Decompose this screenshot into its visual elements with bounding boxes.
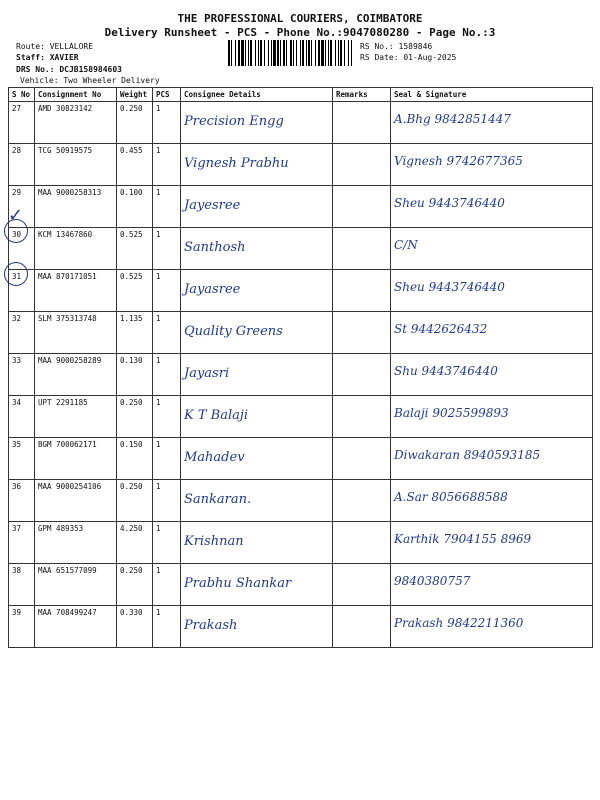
cell-weight-text: 0.150: [120, 440, 143, 449]
cell-sno-text: 33: [12, 356, 22, 365]
cell-consignment-text: MAA 9000258289: [38, 356, 102, 365]
cell-pcs: [153, 270, 181, 312]
cell-signature: [391, 354, 593, 396]
cell-pcs-text: 1: [156, 314, 161, 323]
cell-pcs: [153, 144, 181, 186]
cell-signature: [391, 396, 593, 438]
cell-pcs: [153, 312, 181, 354]
cell-weight: [117, 228, 153, 270]
cell-weight: [117, 396, 153, 438]
cell-pcs: [153, 354, 181, 396]
cell-consignment-text: MAA 9000258313: [38, 188, 102, 197]
barcode-bar: [335, 40, 336, 66]
cell-consignment: [35, 270, 117, 312]
cell-consignment: [35, 438, 117, 480]
cell-consignment: [35, 186, 117, 228]
cell-signature-text: Karthik 7904155 8969: [394, 532, 532, 546]
table-row: [9, 438, 593, 480]
barcode-bar: [268, 40, 269, 66]
barcode-bar: [340, 40, 342, 66]
barcode-bar: [296, 40, 297, 66]
cell-consignment-text: BGM 700062171: [38, 440, 97, 449]
cell-sno: [9, 396, 35, 438]
runsheet-subtitle: Delivery Runsheet - PCS - Phone No.:9047080280 - Page No.:3: [104, 26, 496, 39]
company-title: THE PROFESSIONAL COURIERS, COIMBATORE: [177, 12, 423, 25]
barcode-bar: [280, 40, 281, 66]
barcode-bar: [348, 40, 349, 66]
barcode-bar: [318, 40, 320, 66]
vehicle-label: Vehicle: Two Wheeler Delivery: [20, 76, 160, 85]
barcode-bar: [338, 40, 339, 66]
cell-weight-text: 1.135: [120, 314, 143, 323]
cell-consignment-text: UPT 2291185: [38, 398, 88, 407]
barcode-bar: [258, 40, 259, 66]
cell-consignee-text: Precision Engg: [184, 114, 284, 129]
col-consignee: Consignee Details: [181, 88, 333, 102]
cell-pcs: [153, 522, 181, 564]
cell-pcs-text: 1: [156, 104, 161, 113]
col-sno: S No: [9, 88, 35, 102]
cell-signature: [391, 438, 593, 480]
cell-consignee-text: Jayasri: [184, 366, 230, 381]
cell-signature: [391, 270, 593, 312]
cell-signature-text: 9840380757: [394, 574, 471, 588]
barcode-bar: [238, 40, 240, 66]
cell-pcs: [153, 186, 181, 228]
cell-consignment-text: MAA 870171051: [38, 272, 97, 281]
cell-consignee: [181, 396, 333, 438]
cell-pcs: [153, 480, 181, 522]
tick-mark-icon: ✓: [8, 205, 24, 226]
cell-sno: [9, 354, 35, 396]
cell-signature-text: Sheu 9443746440: [394, 280, 505, 294]
cell-consignee: [181, 270, 333, 312]
cell-consignee: [181, 186, 333, 228]
cell-weight-text: 0.250: [120, 398, 143, 407]
barcode-bar: [245, 40, 246, 66]
col-pcs: PCS: [153, 88, 181, 102]
cell-signature-text: Prakash 9842211360: [394, 616, 524, 630]
cell-consignment-text: MAA 651577099: [38, 566, 97, 575]
barcode-bar: [308, 40, 310, 66]
cell-consignee-text: Krishnan: [184, 534, 244, 549]
cell-consignment-text: MAA 9000254106: [38, 482, 102, 491]
cell-pcs-text: 1: [156, 146, 161, 155]
table-row: [9, 354, 593, 396]
cell-sno-text: 31: [12, 272, 22, 281]
barcode-bar: [321, 40, 324, 66]
barcode-icon: [228, 40, 352, 66]
cell-weight: [117, 606, 153, 648]
cell-consignee: [181, 354, 333, 396]
cell-consignment: [35, 354, 117, 396]
cell-consignee: [181, 438, 333, 480]
cell-consignment: [35, 522, 117, 564]
barcode-bar: [231, 40, 232, 66]
cell-weight-text: 0.250: [120, 566, 143, 575]
cell-pcs-text: 1: [156, 356, 161, 365]
cell-sno-text: 29: [12, 188, 22, 197]
barcode-bar: [273, 40, 276, 66]
cell-consignee-text: Quality Greens: [184, 324, 283, 339]
cell-consignee: [181, 522, 333, 564]
cell-weight-text: 0.525: [120, 230, 143, 239]
cell-sno-text: 35: [12, 440, 22, 449]
cell-remarks: [333, 522, 391, 564]
cell-weight: [117, 144, 153, 186]
cell-signature-text: Vignesh 9742677365: [394, 154, 523, 168]
cell-consignee-text: Santhosh: [184, 240, 246, 255]
barcode-bar: [283, 40, 285, 66]
cell-weight-text: 0.250: [120, 482, 143, 491]
barcode-bar: [315, 40, 316, 66]
table-row: [9, 312, 593, 354]
cell-consignee: [181, 144, 333, 186]
cell-sno-text: 38: [12, 566, 22, 575]
cell-consignment: [35, 102, 117, 144]
cell-signature-text: A.Sar 8056688588: [394, 490, 508, 504]
cell-consignment: [35, 606, 117, 648]
cell-pcs: [153, 228, 181, 270]
cell-remarks: [333, 186, 391, 228]
barcode-bar: [255, 40, 256, 66]
cell-remarks: [333, 270, 391, 312]
barcode-bar: [306, 40, 307, 66]
cell-consignee: [181, 564, 333, 606]
cell-sno-text: 34: [12, 398, 22, 407]
rs-number: RS No.: 1589846: [360, 42, 433, 51]
cell-consignment: [35, 480, 117, 522]
cell-consignment: [35, 228, 117, 270]
cell-pcs-text: 1: [156, 188, 161, 197]
barcode-bar: [330, 40, 332, 66]
cell-remarks: [333, 102, 391, 144]
cell-pcs-text: 1: [156, 524, 161, 533]
cell-consignment-text: KCM 13467860: [38, 230, 93, 239]
cell-pcs: [153, 564, 181, 606]
table-row: [9, 564, 593, 606]
barcode-bar: [300, 40, 301, 66]
cell-weight: [117, 480, 153, 522]
cell-weight: [117, 102, 153, 144]
barcode-bar: [351, 40, 352, 66]
cell-pcs-text: 1: [156, 230, 161, 239]
cell-consignee-text: Sankaran.: [184, 492, 252, 507]
cell-consignee: [181, 102, 333, 144]
cell-weight-text: 0.100: [120, 188, 143, 197]
barcode-bar: [260, 40, 262, 66]
cell-remarks: [333, 396, 391, 438]
cell-consignment: [35, 144, 117, 186]
cell-signature: [391, 312, 593, 354]
cell-signature: [391, 186, 593, 228]
cell-remarks: [333, 144, 391, 186]
barcode-bar: [328, 40, 329, 66]
cell-signature: [391, 606, 593, 648]
cell-consignment: [35, 564, 117, 606]
table-row: [9, 270, 593, 312]
table-row: [9, 606, 593, 648]
cell-signature-text: St 9442626432: [394, 322, 488, 336]
col-consignment: Consignment No: [35, 88, 117, 102]
cell-signature-text: Shu 9443746440: [394, 364, 498, 378]
cell-pcs-text: 1: [156, 566, 161, 575]
cell-sno: [9, 102, 35, 144]
cell-signature: [391, 522, 593, 564]
cell-sno-text: 27: [12, 104, 22, 113]
cell-consignment: [35, 312, 117, 354]
cell-signature-text: Balaji 9025599893: [394, 406, 509, 420]
cell-pcs: [153, 102, 181, 144]
cell-consignment-text: SLM 375313748: [38, 314, 97, 323]
barcode-bar: [311, 40, 312, 66]
table-row: [9, 522, 593, 564]
barcode-bar: [325, 40, 326, 66]
cell-pcs: [153, 396, 181, 438]
cell-signature: [391, 228, 593, 270]
cell-pcs-text: 1: [156, 608, 161, 617]
cell-consignment-text: GPM 489353: [38, 524, 84, 533]
barcode-bar: [277, 40, 279, 66]
cell-pcs-text: 1: [156, 482, 161, 491]
cell-weight-text: 0.250: [120, 104, 143, 113]
cell-pcs-text: 1: [156, 440, 161, 449]
cell-weight-text: 0.130: [120, 356, 143, 365]
cell-remarks: [333, 228, 391, 270]
cell-pcs: [153, 438, 181, 480]
cell-sno-text: 37: [12, 524, 22, 533]
cell-consignee: [181, 480, 333, 522]
cell-signature: [391, 102, 593, 144]
cell-consignment-text: TCG 50919575: [38, 146, 93, 155]
route-label: Route: VELLALORE: [16, 42, 94, 51]
cell-sno: [9, 438, 35, 480]
cell-remarks: [333, 438, 391, 480]
cell-consignee-text: Jayasree: [184, 282, 241, 297]
cell-signature-text: Sheu 9443746440: [394, 196, 505, 210]
cell-weight-text: 0.330: [120, 608, 143, 617]
col-remarks: Remarks: [333, 88, 391, 102]
barcode-bar: [241, 40, 244, 66]
circle-mark-icon: [4, 262, 28, 286]
cell-signature-text: C/N: [394, 238, 418, 252]
cell-pcs: [153, 606, 181, 648]
barcode-bar: [228, 40, 230, 66]
cell-sno: [9, 522, 35, 564]
cell-consignment: [35, 396, 117, 438]
cell-weight: [117, 312, 153, 354]
table-row: [9, 102, 593, 144]
cell-signature-text: A.Bhg 9842851447: [394, 112, 511, 126]
cell-pcs-text: 1: [156, 272, 161, 281]
cell-signature: [391, 480, 593, 522]
cell-sno: [9, 312, 35, 354]
cell-consignee: [181, 312, 333, 354]
cell-weight: [117, 186, 153, 228]
cell-weight: [117, 270, 153, 312]
barcode-bar: [286, 40, 287, 66]
cell-signature: [391, 564, 593, 606]
barcode-bar: [264, 40, 265, 66]
cell-consignment-text: AMD 30823142: [38, 104, 93, 113]
cell-sno-text: 30: [12, 230, 22, 239]
cell-weight-text: 0.455: [120, 146, 143, 155]
runsheet-table: [8, 87, 593, 648]
table-row: [9, 144, 593, 186]
cell-consignee: [181, 228, 333, 270]
cell-sno-text: 36: [12, 482, 22, 491]
cell-remarks: [333, 564, 391, 606]
barcode-bar: [250, 40, 252, 66]
table-header-row: [9, 88, 593, 102]
cell-consignee-text: Mahadev: [184, 450, 245, 465]
cell-sno-text: 39: [12, 608, 22, 617]
cell-sno: [9, 144, 35, 186]
drs-label: DRS No.: DCJB158984603: [16, 65, 122, 74]
barcode-bar: [293, 40, 294, 66]
table-row: [9, 228, 593, 270]
cell-remarks: [333, 480, 391, 522]
table-row: [9, 396, 593, 438]
cell-consignee-text: Jayesree: [184, 198, 241, 213]
cell-remarks: [333, 312, 391, 354]
cell-weight: [117, 438, 153, 480]
cell-sno-text: 28: [12, 146, 22, 155]
barcode-bar: [290, 40, 292, 66]
cell-weight: [117, 564, 153, 606]
barcode-bar: [248, 40, 249, 66]
cell-signature: [391, 144, 593, 186]
barcode-bar: [235, 40, 236, 66]
cell-consignee-text: Prabhu Shankar: [184, 576, 292, 591]
barcode-bar: [271, 40, 272, 66]
table-row: [9, 186, 593, 228]
cell-consignee-text: Vignesh Prabhu: [184, 156, 289, 171]
cell-sno: [9, 480, 35, 522]
col-signature: Seal & Signature: [391, 88, 593, 102]
cell-weight: [117, 522, 153, 564]
cell-consignee-text: Prakash: [184, 618, 238, 633]
cell-sno: [9, 606, 35, 648]
cell-signature-text: Diwakaran 8940593185: [394, 448, 541, 462]
cell-pcs-text: 1: [156, 398, 161, 407]
table-row: [9, 480, 593, 522]
cell-remarks: [333, 354, 391, 396]
barcode-bar: [302, 40, 304, 66]
cell-remarks: [333, 606, 391, 648]
cell-consignee: [181, 606, 333, 648]
staff-label: Staff: XAVIER: [16, 53, 79, 62]
cell-weight: [117, 354, 153, 396]
cell-weight-text: 4.250: [120, 524, 143, 533]
cell-sno-text: 32: [12, 314, 22, 323]
rs-date: RS Date: 01-Aug-2025: [360, 53, 457, 62]
cell-consignee-text: K T Balaji: [184, 408, 249, 423]
cell-weight-text: 0.525: [120, 272, 143, 281]
col-weight: Weight: [117, 88, 153, 102]
barcode-bar: [344, 40, 345, 66]
cell-sno: [9, 564, 35, 606]
cell-consignment-text: MAA 708499247: [38, 608, 97, 617]
